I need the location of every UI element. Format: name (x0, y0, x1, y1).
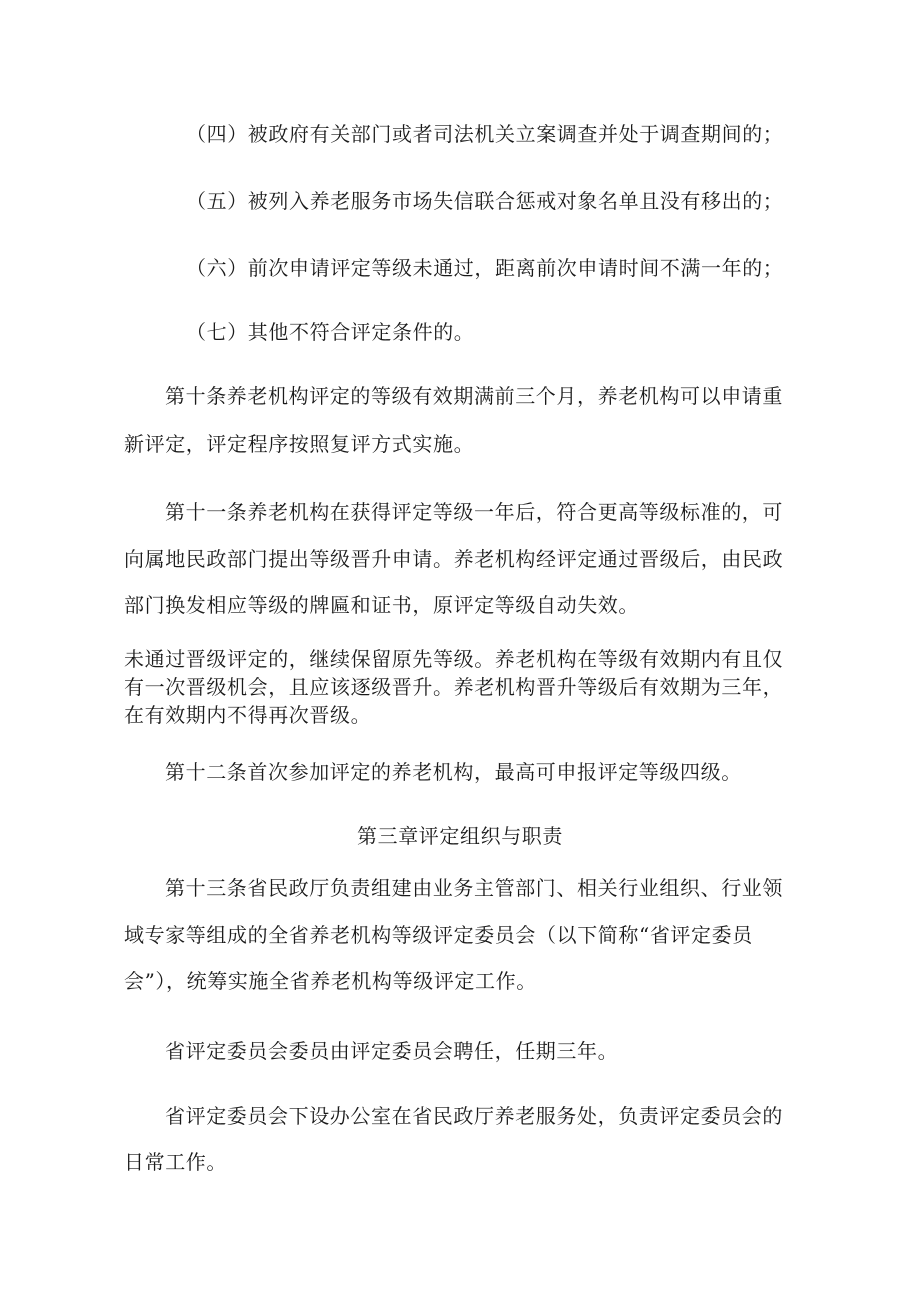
article-11-line: 部门换发相应等级的牌匾和证书，原评定等级自动失效。 (124, 593, 639, 617)
article-11-line: 向属地民政部门提出等级晋升申请。养老机构经评定通过晋级后，由民政 (124, 547, 784, 571)
article-12: 第十二条首次参加评定的养老机构，最高可申报评定等级四级。 (165, 760, 742, 784)
list-item: （七）其他不符合评定条件的。 (186, 320, 475, 344)
article-13-line: 域专家等组成的全省养老机构等级评定委员会（以下简称“省评定委员 (124, 923, 753, 947)
article-11-line: 第十一条养老机构在获得评定等级一年后，符合更高等级标准的，可 (165, 500, 783, 524)
list-item: （六）前次申请评定等级未通过，距离前次申请时间不满一年的； (186, 256, 784, 280)
article-13-line: 第十三条省民政厅负责组建由业务主管部门、相关行业组织、行业领 (165, 876, 783, 900)
article-10-line: 第十条养老机构评定的等级有效期满前三个月，养老机构可以申请重 (165, 384, 783, 408)
list-item: （四）被政府有关部门或者司法机关立案调查并处于调查期间的； (186, 122, 784, 146)
committee-term-paragraph: 省评定委员会委员由评定委员会聘任，任期三年。 (165, 1039, 619, 1063)
article-10-line: 新评定，评定程序按照复评方式实施。 (124, 432, 475, 456)
article-11-continuation-line: 有一次晋级机会，且应该逐级晋升。养老机构晋升等级后有效期为三年， (124, 675, 784, 699)
article-11-continuation-line: 未通过晋级评定的，继续保留原先等级。养老机构在等级有效期内有且仅 (124, 647, 784, 671)
chapter-title: 第三章评定组织与职责 (357, 824, 563, 848)
article-11-continuation-line: 在有效期内不得再次晋级。 (124, 703, 372, 727)
committee-office-line: 日常工作。 (124, 1150, 227, 1174)
article-13-line: 会”），统筹实施全省养老机构等级评定工作。 (124, 969, 537, 993)
list-item: （五）被列入养老服务市场失信联合惩戒对象名单且没有移出的； (186, 189, 784, 213)
committee-office-line: 省评定委员会下设办公室在省民政厅养老服务处，负责评定委员会的 (165, 1104, 783, 1128)
